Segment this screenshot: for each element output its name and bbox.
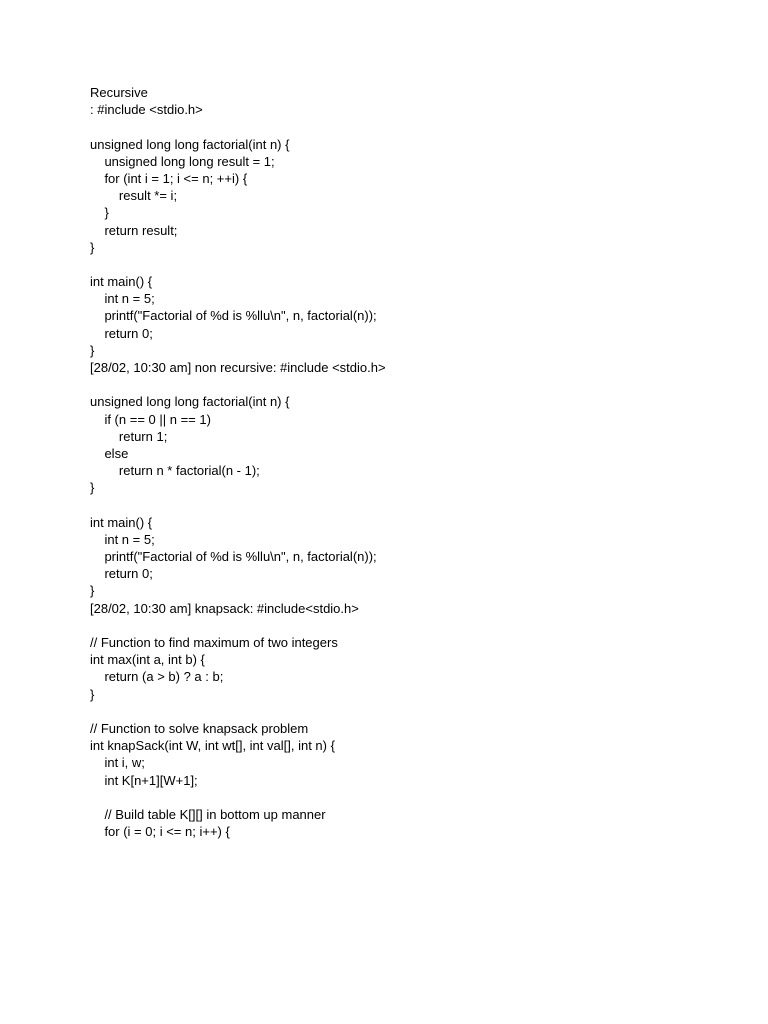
text-line: return 0; (90, 566, 153, 582)
text-line: [28/02, 10:30 am] non recursive: #include <stdio.h> (90, 360, 386, 375)
text-line: [28/02, 10:30 am] knapsack: #include<stdio.h> (90, 600, 359, 616)
text-line: int i, w; (90, 755, 145, 771)
text-line: for (i = 0; i <= n; i++) { (90, 824, 230, 840)
document-text-body (90, 84, 730, 840)
text-line: } (90, 583, 95, 599)
text-line: unsigned long long factorial(int n) { (90, 136, 290, 152)
text-line: } (90, 239, 95, 255)
text-line (90, 703, 730, 720)
text-line: else (90, 445, 129, 461)
text-line: // Function to find maximum of two integers (90, 635, 338, 650)
text-line: printf("Factorial of %d is %llu\n", n, factorial(n)); (90, 549, 377, 565)
text-line: int n = 5; (90, 531, 155, 547)
text-line (90, 376, 730, 393)
text-line: } (90, 686, 95, 702)
text-line (90, 789, 730, 806)
text-line: return n * factorial(n - 1); (90, 463, 260, 479)
text-line: if (n == 0 || n == 1) (90, 411, 211, 427)
text-line: } (90, 480, 95, 496)
text-line: return 0; (90, 325, 153, 341)
text-line: int knapSack(int W, int wt[], int val[], int n) { (90, 738, 335, 754)
text-line (90, 118, 730, 135)
text-line: printf("Factorial of %d is %llu\n", n, factorial(n)); (90, 308, 377, 324)
text-line: } (90, 205, 109, 221)
text-line: for (int i = 1; i <= n; ++i) { (90, 170, 248, 186)
text-line (90, 497, 730, 514)
text-line (90, 617, 730, 634)
text-line: unsigned long long factorial(int n) { (90, 394, 290, 410)
text-line: int main() { (90, 514, 153, 530)
text-line: // Build table K[][] in bottom up manner (90, 806, 326, 822)
text-line: int max(int a, int b) { (90, 652, 205, 668)
text-line (90, 256, 730, 273)
text-line: return 1; (90, 428, 168, 444)
text-line: return result; (90, 222, 178, 238)
text-line: result *= i; (90, 188, 178, 204)
text-line: int K[n+1][W+1]; (90, 772, 198, 788)
text-line: } (90, 342, 95, 358)
text-line: int main() { (90, 274, 153, 290)
text-line: unsigned long long result = 1; (90, 153, 275, 169)
text-line: // Function to solve knapsack problem (90, 720, 309, 736)
text-line: return (a > b) ? a : b; (90, 669, 224, 685)
text-line: Recursive (90, 85, 148, 100)
text-line: int n = 5; (90, 291, 155, 307)
text-line: : #include <stdio.h> (90, 102, 203, 118)
